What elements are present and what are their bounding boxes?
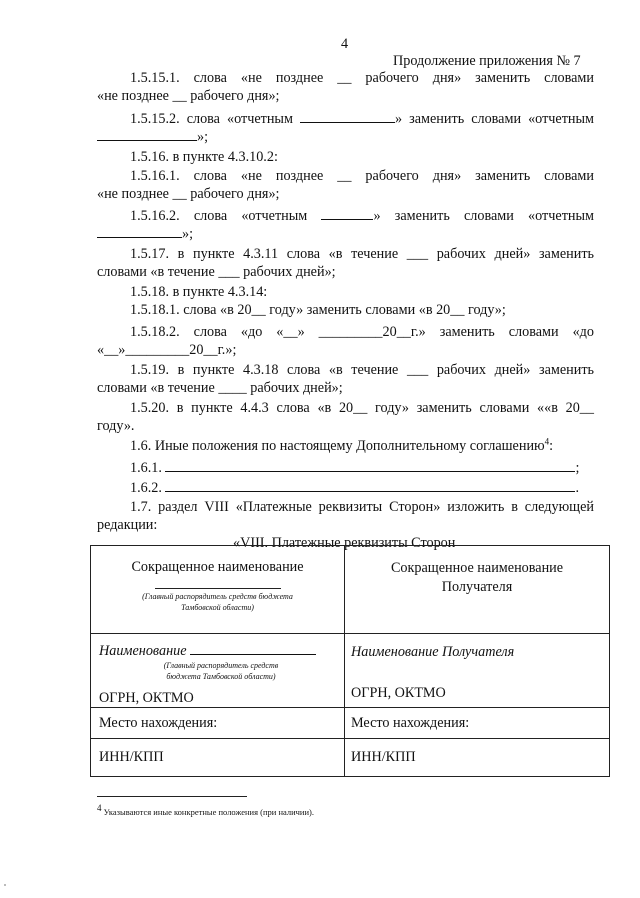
- para-1-6-1: 1.6.1. ;: [130, 460, 580, 476]
- left-inn: ИНН/КПП: [99, 749, 164, 765]
- para-1-5-20-cont: году».: [97, 418, 135, 434]
- cell-right-head: [345, 546, 610, 634]
- cell-left-inn: [91, 739, 345, 777]
- left-head-note: (Главный распорядитель средств бюджета Тамбовской области): [142, 592, 293, 612]
- para-1-5-17-cont: словами «в течение ___ рабочих дней»;: [97, 264, 336, 280]
- para-1-5-15-1: 1.5.15.1. слова «не позднее __ рабочего дня» заменить словами: [130, 70, 594, 86]
- cell-left-head: [91, 546, 345, 634]
- para-1-5-18: 1.5.18. в пункте 4.3.14:: [130, 284, 268, 300]
- para-1-5-16-2: 1.5.16.2. слова «отчетным » заменить словами «отчетным: [130, 208, 594, 224]
- cell-right-inn: [345, 739, 610, 777]
- page-number: 4: [341, 36, 349, 52]
- para-1-7-cont: редакции:: [97, 517, 158, 533]
- footnote-text: Указываются иные конкретные положения (при наличии).: [103, 807, 314, 817]
- right-ogrn: ОГРН, ОКТМО: [351, 685, 446, 701]
- para-1-5-15-2: 1.5.15.2. слова «отчетным » заменить словами «отчетным: [130, 111, 595, 127]
- para-1-5-18-2-cont: «__»_________20__г.»;: [97, 342, 237, 358]
- para-1-5-15-1-cont: «не позднее __ рабочего дня»;: [97, 88, 280, 104]
- section-title: «VIII. Платежные реквизиты Сторон: [233, 535, 456, 551]
- cell-left-name: [91, 634, 345, 708]
- para-1-5-16-1: 1.5.16.1. слова «не позднее __ рабочего дня» заменить словами: [130, 168, 594, 184]
- para-1-5-20: 1.5.20. в пункте 4.4.3 слова «в 20__ году» заменить словами ««в 20__: [130, 400, 594, 416]
- para-1-6: 1.6. Иные положения по настоящему Дополнительному соглашению$^4$:: [130, 436, 554, 454]
- footnote-mark: 4: [97, 803, 102, 814]
- right-inn: ИНН/КПП: [351, 749, 416, 765]
- para-1-5-16-1-cont: «не позднее __ рабочего дня»;: [97, 186, 280, 202]
- left-name-row: [99, 642, 344, 660]
- para-1-5-18-2: 1.5.18.2. слова «до «__» _________20__г.» заменить словами «до: [130, 324, 594, 340]
- footnote: [97, 803, 314, 817]
- left-short-name-blank: [155, 588, 281, 589]
- cell-left-location: [91, 708, 345, 739]
- para-1-5-19: 1.5.19. в пункте 4.3.18 слова «в течение ___ рабочих дней» заменить: [130, 362, 594, 378]
- scan-speck: [4, 884, 6, 886]
- footnote-ref: 4: [544, 436, 550, 447]
- para-1-7: 1.7. раздел VIII «Платежные реквизиты Сторон» изложить в следующей: [130, 499, 594, 515]
- para-1-5-15-2-cont: »;: [97, 128, 208, 146]
- right-name-label: Наименование Получателя: [351, 644, 515, 660]
- left-short-name-label: Сокращенное наименование: [131, 559, 304, 575]
- para-1-5-18-1: 1.5.18.1. слова «в 20__ году» заменить словами «в 20__ году»;: [130, 302, 506, 318]
- footnote-separator: [97, 796, 247, 797]
- right-short-name-label: Сокращенное наименование Получателя: [390, 560, 564, 595]
- right-location: Место нахождения:: [351, 714, 470, 731]
- para-1-5-17: 1.5.17. в пункте 4.3.11 слова «в течение ___ рабочих дней» заменить: [130, 246, 594, 262]
- para-1-6-2: 1.6.2. .: [130, 480, 580, 496]
- left-name-note: (Главный распорядитель средств бюджета Тамбовской области): [163, 661, 279, 681]
- cell-right-location: [345, 708, 610, 739]
- left-name-label: Наименование: [99, 643, 187, 659]
- payment-details-table: [90, 545, 610, 777]
- appendix-header: Продолжение приложения № 7: [393, 53, 581, 69]
- left-ogrn: ОГРН, ОКТМО: [99, 690, 194, 706]
- left-location: Место нахождения:: [99, 714, 218, 731]
- para-1-5-16-2-cont: »;: [97, 225, 193, 243]
- para-1-5-19-cont: словами «в течение ____ рабочих дней»;: [97, 380, 343, 396]
- para-1-5-16: 1.5.16. в пункте 4.3.10.2:: [130, 149, 278, 165]
- cell-right-name: [345, 634, 610, 708]
